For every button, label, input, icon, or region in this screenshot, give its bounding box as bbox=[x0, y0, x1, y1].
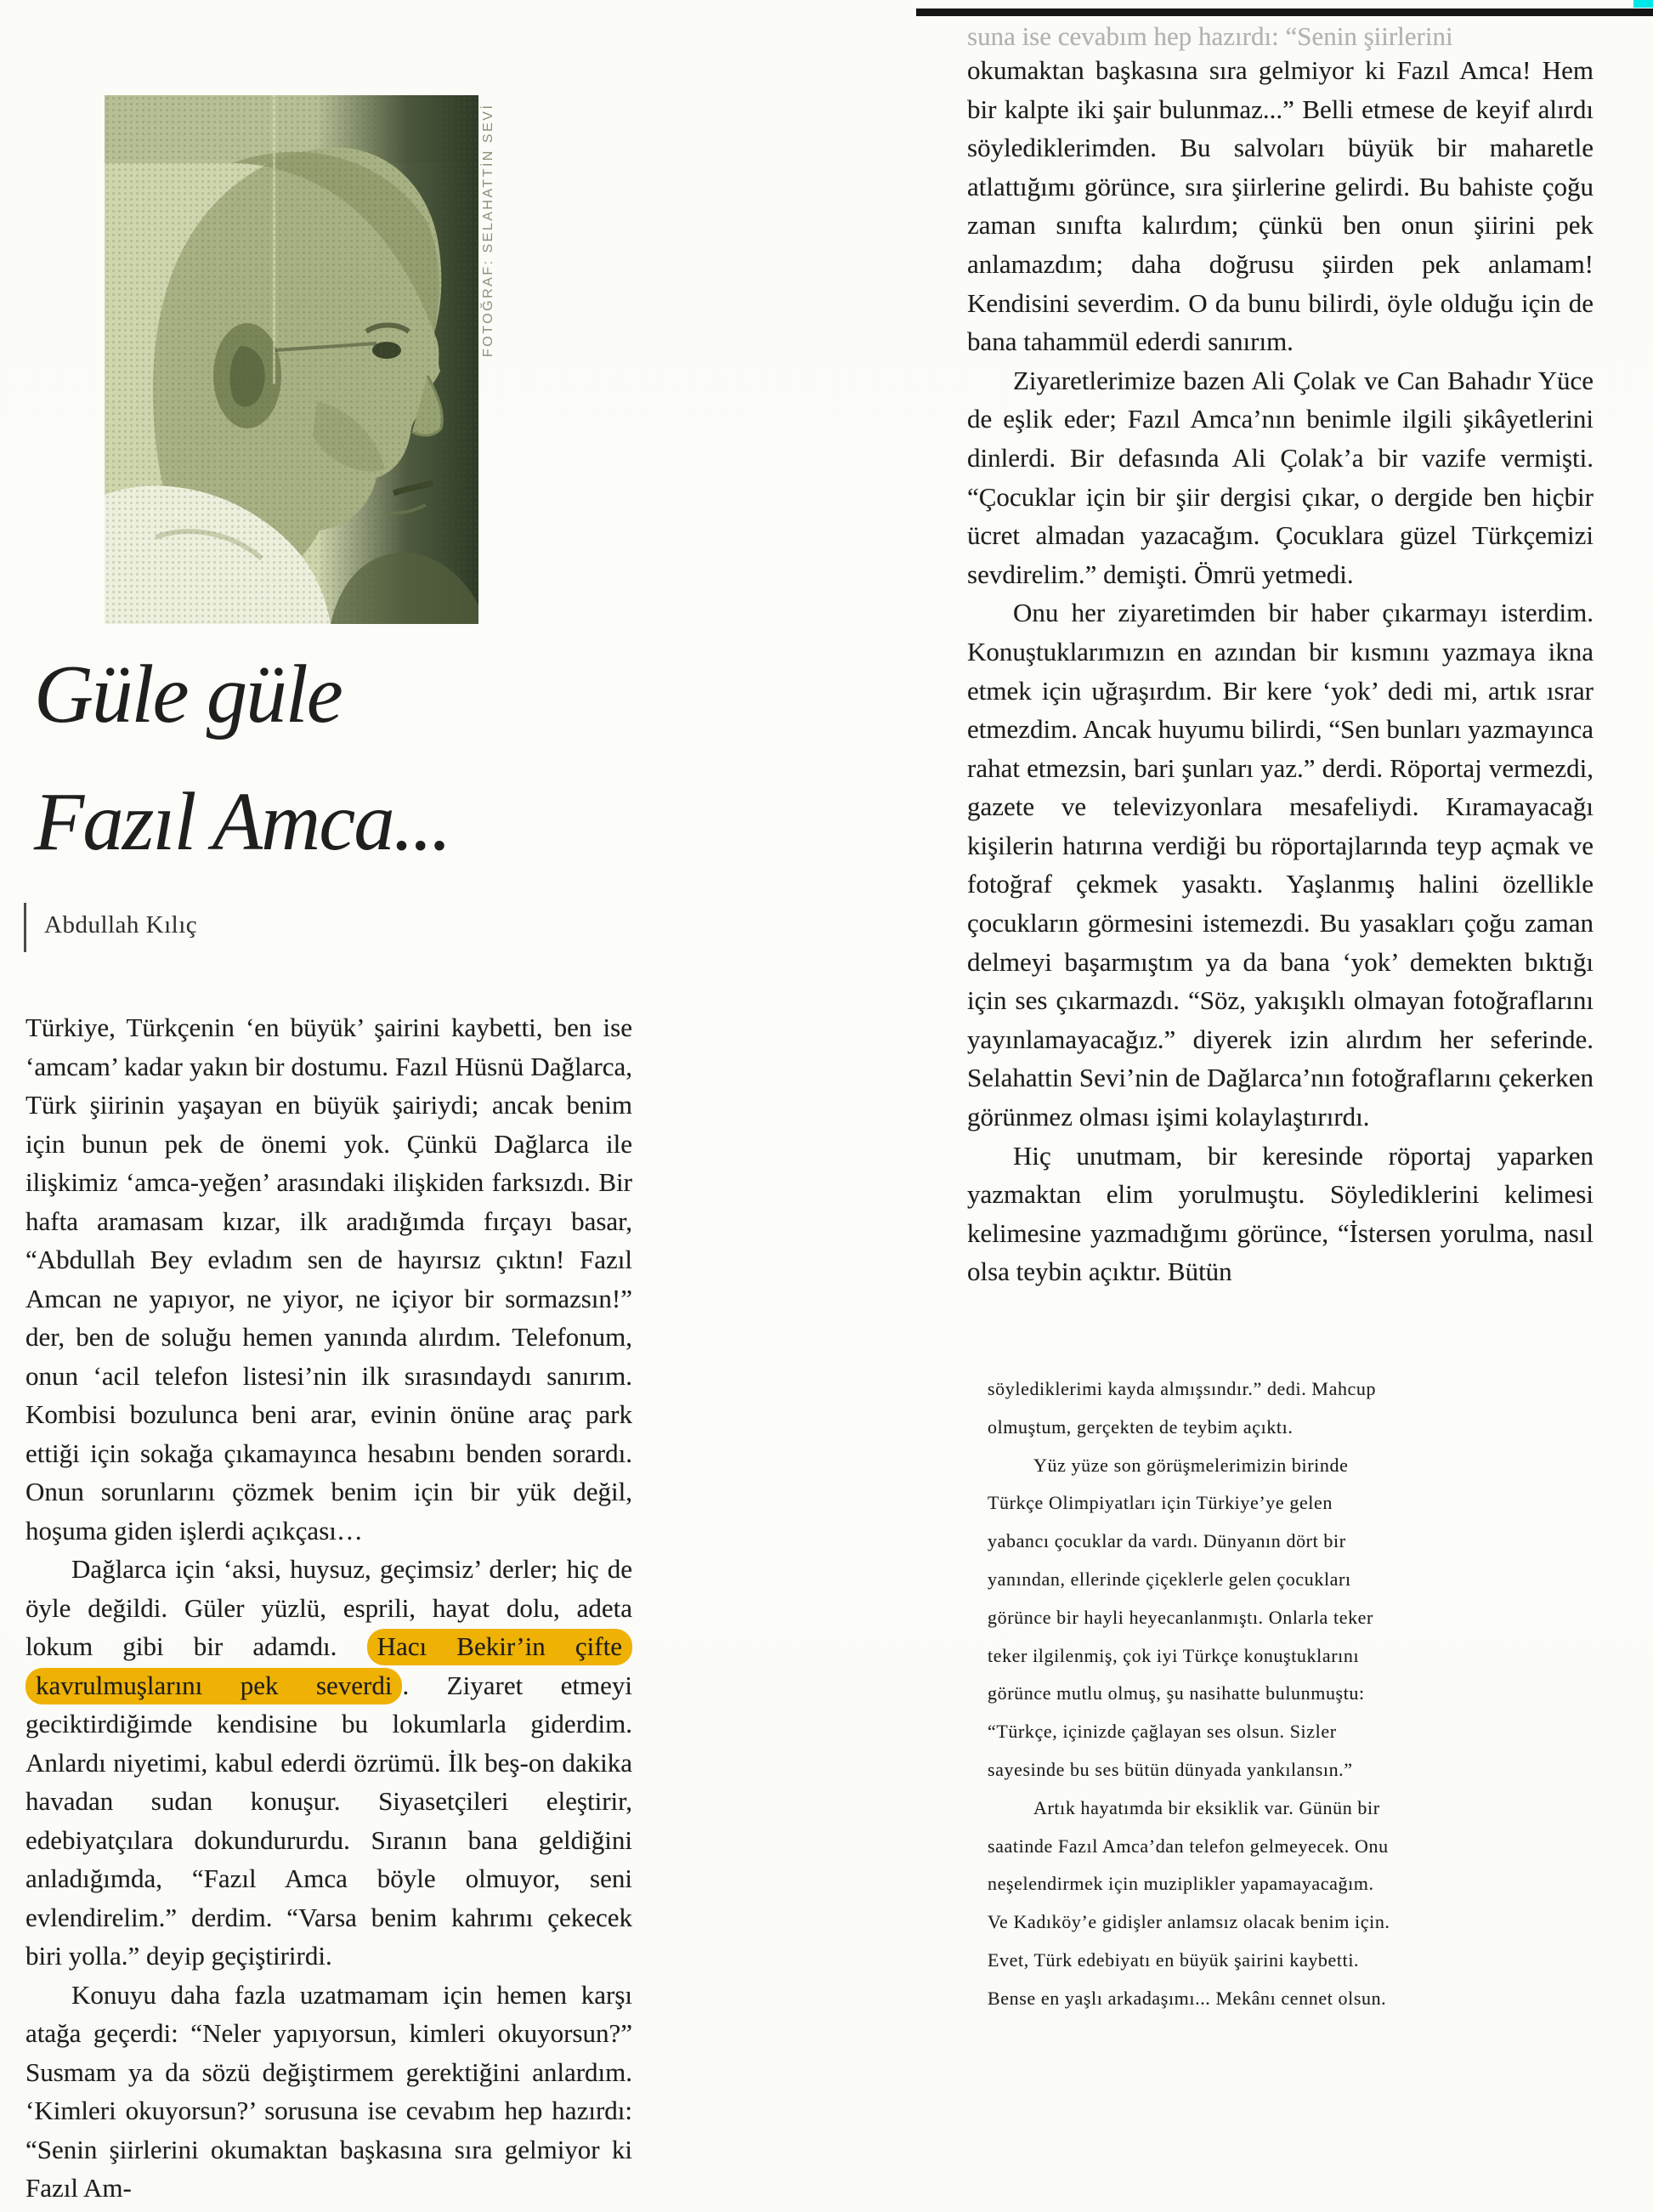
paragraph: Onu her ziyaretimden bir haber çıkarmayı isterdim. Konuştuklarımızın en azından bir kısmını yazmaya ikna etmek için uğraşırdım. Bir kere ‘yok’ dedi mi, artık ısrar etmezdim. Ancak huyumu bilirdi, “Sen bunları yazmayınca rahat etmezsin, bari şunları yaz.” derdi. Röportaj vermezdi, gazete ve televizyonlara mesafeliydi. Kıramayacağı kişilerin hatırına verdiği bu röportajlarında teyp açmak ve fotoğraf çekmek yasaktı. Yaşlanmış halini özellikle çocukların görmesini istemezdi. Bu yasakları çoğu zaman delmeyi başarmıştım ya da bana ‘yok’ demekten bıktığı için ses çıkarmazdı. “Söz, yakışıklı olmayan fotoğraflarını yayınlamayacağız.” diyerek izin alırdım her seferinde. Selahattin Sevi’nin de Dağlarca’nın fotoğraflarını çekerken görünmez olması işimi kolaylaştırırdı. bbox=[967, 598, 1594, 1132]
paragraph: Hiç unutmam, bir keresinde röportaj yaparken yazmaktan elim yorulmuştu. Söylediklerini kelimesi kelimesine yazmadığımı görünce, “İstersen yorulma, nasıl olsa teybin açıktır. Bütün bbox=[967, 1140, 1594, 1287]
byline: Abdullah Kılıç bbox=[44, 911, 198, 939]
headline-line-1: Güle güle bbox=[34, 649, 342, 740]
paragraph: Artık hayatımda bir eksiklik var. Günün bir saatinde Fazıl Amca’dan telefon gelmeyecek. Onu neşelendirmek için muziplikler yapamayacağım. Ve Kadıköy’e gidişler anlamsız olacak benim için. Evet, Türk edebiyatı en büyük şairini kaybetti. Bense en yaşlı arkadaşımı... Mekânı cennet olsun. bbox=[988, 1796, 1390, 2009]
paragraph-with-highlight bbox=[25, 1550, 632, 1976]
paragraph: Yüz yüze son görüşmelerimizin birinde Türkçe Olimpiyatları için Türkiye’ye gelen yabancı çocuklar da vardı. Dünyanın dört bir yanından, ellerinde çiçeklerle gelen çocukları görünce bir hayli heyecanlanmıştı. Onlarla teker teker ilgilenmiş, çok iyi Türkçe konuştuklarını görünce mutlu olmuş, şu nasihatte bulunmuştu: “Türkçe, içinizde çağlayan ses olsun. Sizler sayesinde bu ses bütün dünyada yankılansın.” bbox=[988, 1454, 1373, 1780]
paragraph-text: Dağlarca için ‘aksi, huysuz, geçimsiz’ derler; hiç de öyle değildi. Güler yüzlü, esprili, hayat dolu, adeta lokum gibi bir adamdı. bbox=[25, 1554, 632, 1661]
paragraph: Ziyaretlerimize bazen Ali Çolak ve Can Bahadır Yüce de eşlik eder; Fazıl Amca’nın benimle ilgili şikâyetlerini dinlerdi. Bir defasında Ali Çolak’a bir vazife vermişti. “Çocuklar için bir şiir dergisi çıkar, o dergide ben hiçbir ücret almadan yazacağım. Çocuklara güzel Türkçemizi sevdirelim.” demişti. Ömrü yetmedi. bbox=[967, 365, 1594, 589]
faded-overprint-line: suna ise cevabım hep hazırdı: “Senin şiirlerini bbox=[967, 21, 1453, 51]
byline-rule bbox=[24, 903, 26, 952]
paragraph: Türkiye, Türkçenin ‘en büyük’ şairini kaybetti, ben ise ‘amcam’ kadar yakın bir dostumu. Fazıl Hüsnü Dağlarca, Türk şiirinin yaşayan en büyük şairiydi; ancak benim için bunun pek de önemi yok. Çünkü Dağlarca ile ilişkimiz ‘amca-yeğen’ arasındaki ilişkiden farksızdı. Bir hafta aramasam kızar, ilk aradığımda fırçayı basar, “Abdullah Bey evladım sen de hayırsız çıktın! Fazıl Amcan ne yapıyor, ne yiyor, ne içiyor bir sormazsın!” der, ben de soluğu hemen yanında alırdım. Telefonum, onun ‘acil telefon listesi’nin ilk sırasındaydı sanırım. Kombisi bozulunca beni arar, evinin önüne araç park ettiği için sokağa çıkamayınca hesabını benden sorardı. Onun sorunlarını çözmek benim için bir yük değil, hoşuma giden işlerdi açıkçası… bbox=[25, 1012, 632, 1546]
paragraph: okumaktan başkasına sıra gelmiyor ki Fazıl Amca! Hem bir kalpte iki şair bulunmaz...” Belli etmese de keyif alırdı söylediklerimden. Bu salvoları büyük bir maharetle atlattığımı görünce, sıra şiirlerine gelirdi. Bu bahiste çoğu zaman sınıfta kalırdım; çünkü ben onun şiirini pek anlamazdım; daha doğrusu şiirden pek anlamam! Kendisini severdim. O da bunu bilirdi, öyle olduğu için de bana tahammül ederdi sanırım. bbox=[967, 55, 1594, 357]
article-column-left bbox=[25, 1008, 632, 2209]
photo-credit-vertical: FOTOĞRAF: SELAHATTİN SEVİ bbox=[481, 103, 495, 357]
paragraph-text: . Ziyaret etmeyi geciktirdiğimde kendisine bu lokumlarla giderdim. Anlardı niyetimi, kabul ederdi özrümü. İlk beş-on dakika havadan sudan konuşur. Siyasetçileri eleştirir, edebiyatçılara dokundururdu. Sıranın bana geldiğini anladığımda, “Fazıl Amca böyle olmuyor, seni evlendirelim.” derdim. “Varsa benim kahrımı çekecek biri yolla.” deyip geçiştirirdi. bbox=[25, 1670, 632, 1971]
article-column-right-upper bbox=[967, 17, 1594, 1291]
scan-top-rule bbox=[916, 9, 1653, 16]
paragraph: Konuyu daha fazla uzatmamam için hemen karşı atağa geçerdi: “Neler yapıyorsun, kimleri okuyorsun?” Susmam ya da sözü değiştirmem gerektiğini anlardım. ‘Kimleri okuyorsun?’ sorusuna ise cevabım hep hazırdı: “Senin şiirlerini okumaktan başkasına sıra gelmiyor ki Fazıl Am- bbox=[25, 1979, 632, 2203]
man-profile-illustration bbox=[105, 95, 478, 624]
paragraph-continuation: söylediklerimi kayda almışsındır.” dedi. Mahcup olmuştum, gerçekten de teybim açıktı. bbox=[988, 1378, 1377, 1438]
article-column-right-lower bbox=[988, 1370, 1390, 2193]
portrait-photo bbox=[105, 95, 478, 624]
highlight-marker: Hacı Bekir’in çifte kavrulmuşlarını pek severdi bbox=[25, 1629, 632, 1704]
headline-line-2: Fazıl Amca... bbox=[34, 776, 450, 867]
headline bbox=[34, 631, 595, 886]
cyan-corner-marker bbox=[1633, 0, 1653, 8]
